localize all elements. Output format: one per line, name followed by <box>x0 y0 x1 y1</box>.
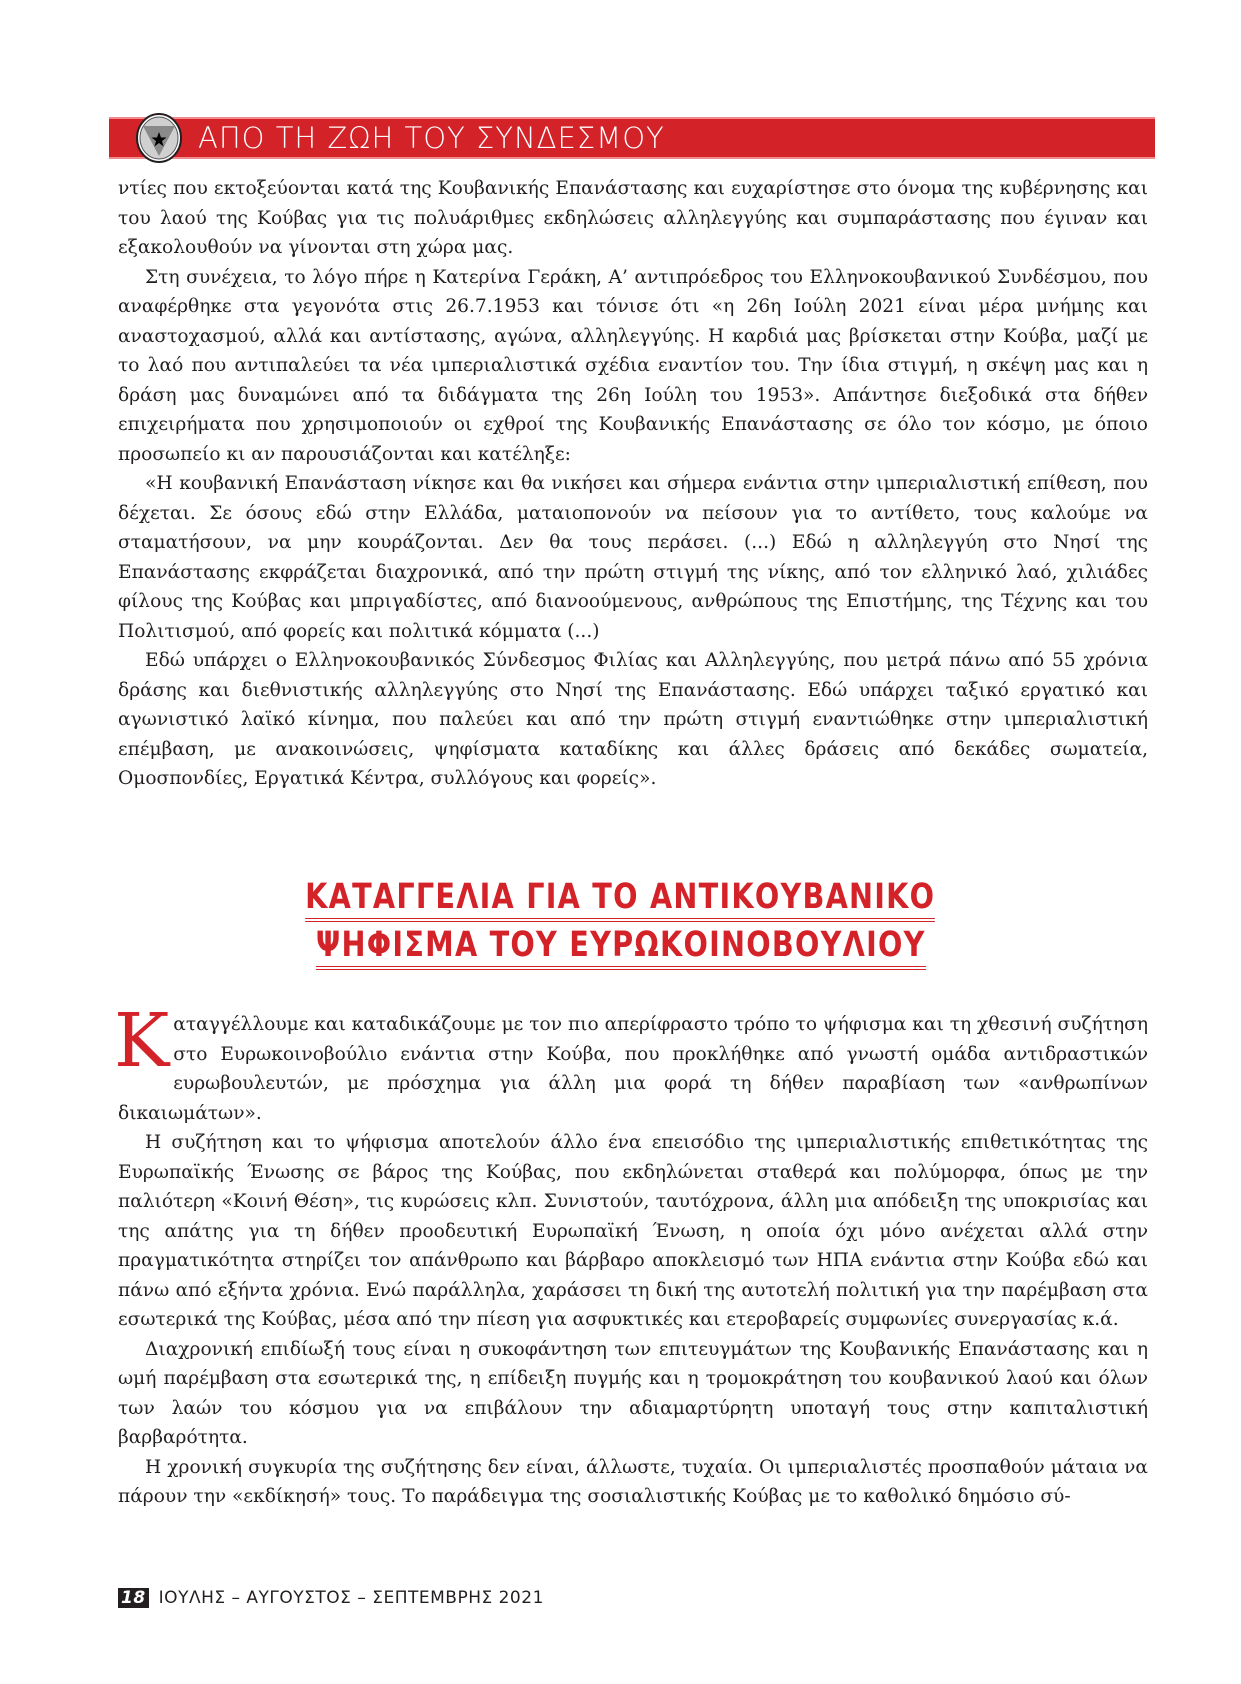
paragraph: Η χρονική συγκυρία της συζήτησης δεν είναι, άλλωστε, τυχαία. Οι ιμπεριαλιστές προσπαθούν μάταια να πάρουν την «εκδίκησή» τους. Το παράδειγμα της σοσιαλιστικής Κούβας με το καθολικό δημόσιο σύ- <box>118 1456 1148 1507</box>
paragraph: Διαχρονική επιδίωξή τους είναι η συκοφάντηση των επιτευγμάτων της Κουβανικής Επανάστασης και η ωμή παρέμβαση στα εσωτερικά της, η επίδειξη πυγμής και η τρομοκράτηση του κουβανικού λαού και όλων των λαών του κόσμου για να επιβάλουν την αδιαμαρτύρητη υποταγή τους στην καπιταλιστική βαρβαρότητα. <box>118 1338 1148 1448</box>
quote-paragraph: «Η κουβανική Επανάσταση νίκησε και θα νικήσει και σήμερα ενάντια στην ιμπεριαλιστική επίθεση, που δέχεται. Σε όσους εδώ στην Ελλάδα, ματαιοπονούν να πείσουν για το αντίθετο, τους καλούμε να σταματήσουν, να μην κουράζονται. Δεν θα τους περάσει. (...) Εδώ η αλληλεγγύη στο Νησί της Επανάστασης εκφράζεται διαχρονικά, από την πρώτη στιγμή της νίκης, από τον ελληνικό λαό, χιλιάδες φίλους της Κούβας και μπριγαδίστες, από διανοούμενους, ανθρώπους της Επιστήμης, της Τέχνης και του Πολιτισμού, από φορείς και πολιτικά κόμματα (...) <box>118 473 1148 642</box>
section-title: ΑΠΟ ΤΗ ΖΩΗ ΤΟΥ ΣΥΝΔΕΣΜΟΥ <box>198 121 665 155</box>
headline-line-1: ΚΑΤΑΓΓΕΛΙΑ ΓΙΑ ΤΟ ΑΝΤΙΚΟΥΒΑΝΙΚΟ <box>305 877 935 922</box>
article-continuation <box>118 174 1148 794</box>
article-headline <box>0 874 1241 970</box>
quote-paragraph: Εδώ υπάρχει ο Ελληνοκουβανικός Σύνδεσμος Φιλίας και Αλληλεγγύης, που μετρά πάνω από 55 χρόνια δράσης και διεθνιστικής αλληλεγγύης στο Νησί της Επανάστασης. Εδώ υπάρχει ταξικό εργατικό και αγωνιστικό λαϊκό κίνημα, που παλεύει και από την πρώτη στιγμή εναντιώθηκε στην ιμπεριαλιστική επέμβαση, με ανακοινώσεις, ψηφίσματα καταδίκης και άλλες δράσεις από δεκάδες σωματεία, Ομοσπονδίες, Εργατικά Κέντρα, συλλόγους και φορείς». <box>118 650 1148 789</box>
paragraph: ντίες που εκτοξεύονται κατά της Κουβανικής Επανάστασης και ευχαρίστησε στο όνομα της κυβέρνησης και του λαού της Κούβας για τις πολυάριθμες εκδηλώσεις αλληλεγγύης και συμπαράστασης που έγιναν και εξακολουθούν να γίνονται στη χώρα μας. <box>118 178 1148 258</box>
lead-text: αταγγέλλουμε και καταδικάζουμε με τον πιο απερίφραστο τρόπο το ψήφισμα και τη χθεσινή συζήτηση στο Ευρωκοινοβούλιο ενάντια στην Κούβα, που προκλήθηκε από γνωστή ομάδα αντιδραστικών ευρωβουλευτών, με πρόσχημα για άλλη μια φορά τη δήθεν παραβίαση των «ανθρωπίνων δικαιωμάτων». <box>118 1014 1148 1124</box>
paragraph: Η συζήτηση και το ψήφισμα αποτελούν άλλο ένα επεισόδιο της ιμπεριαλιστικής επιθετικότητας της Ευρωπαϊκής Ένωσης σε βάρος της Κούβας, που εκδηλώνεται σταθερά και πολύμορφα, όπως με την παλιότερη «Κοινή Θέση», τις κυρώσεις κλπ. Συνιστούν, ταυτόχρονα, άλλη μια απόδειξη της υποκρισίας και της απάτης για τη δήθεν προοδευτική Ευρωπαϊκή Ένωση, η οποία όχι μόνο ανέχεται αλλά στην πραγματικότητα στηρίζει τον απάνθρωπο και βάρβαρο αποκλεισμό των ΗΠΑ ενάντια στην Κούβα εδώ και πάνω από εξήντα χρόνια. Ενώ παράλληλα, χαράσσει τη δική της αυτοτελή πολιτική για την παρέμβαση στα εσωτερικά της Κούβας, μέσα από την πίεση για ασφυκτικές και ετεροβαρείς συμφωνίες συνεργασίας κ.ά. <box>118 1132 1148 1330</box>
issue-label: ΙΟΥΛΗΣ – ΑΥΓΟΥΣΤΟΣ – ΣΕΠΤΕΜΒΡΗΣ 2021 <box>158 1588 544 1608</box>
paragraph: Στη συνέχεια, το λόγο πήρε η Κατερίνα Γεράκη, Α’ αντιπρόεδρος του Ελληνοκουβανικού Συνδέσμου, που αναφέρθηκε στα γεγονότα στις 26.7.1953 και τόνισε ότι «η 26η Ιούλη 2021 είναι μέρα μνήμης και αναστοχασμού, αλλά και αντίστασης, αγώνα, αλληλεγγύης. Η καρδιά μας βρίσκεται στην Κούβα, μαζί με το λαό που αντιπαλεύει τα νέα ιμπεριαλιστικά σχέδια εναντίον του. Την ίδια στιγμή, η σκέψη μας και η δράση μας δυναμώνει από τα διδάγματα της 26η Ιούλη του 1953». Απάντησε διεξοδικά στα δήθεν επιχειρήματα που χρησιμοποιούν οι εχθροί της Κουβανικής Επανάστασης σε όλο τον κόσμο, με όποιο προσωπείο κι αν παρουσιάζονται και κατέληξε: <box>118 266 1148 465</box>
lead-paragraph <box>114 998 1148 1128</box>
article-body <box>114 998 1148 1512</box>
star-triangle-emblem-icon <box>135 112 183 164</box>
page-number: 18 <box>118 1588 149 1608</box>
headline-line-2: ΨΗΦΙΣΜΑ ΤΟΥ ΕΥΡΩΚΟΙΝΟΒΟΥΛΙΟΥ <box>316 925 926 970</box>
page-footer <box>118 1588 544 1608</box>
drop-cap: Κ <box>114 998 170 1084</box>
